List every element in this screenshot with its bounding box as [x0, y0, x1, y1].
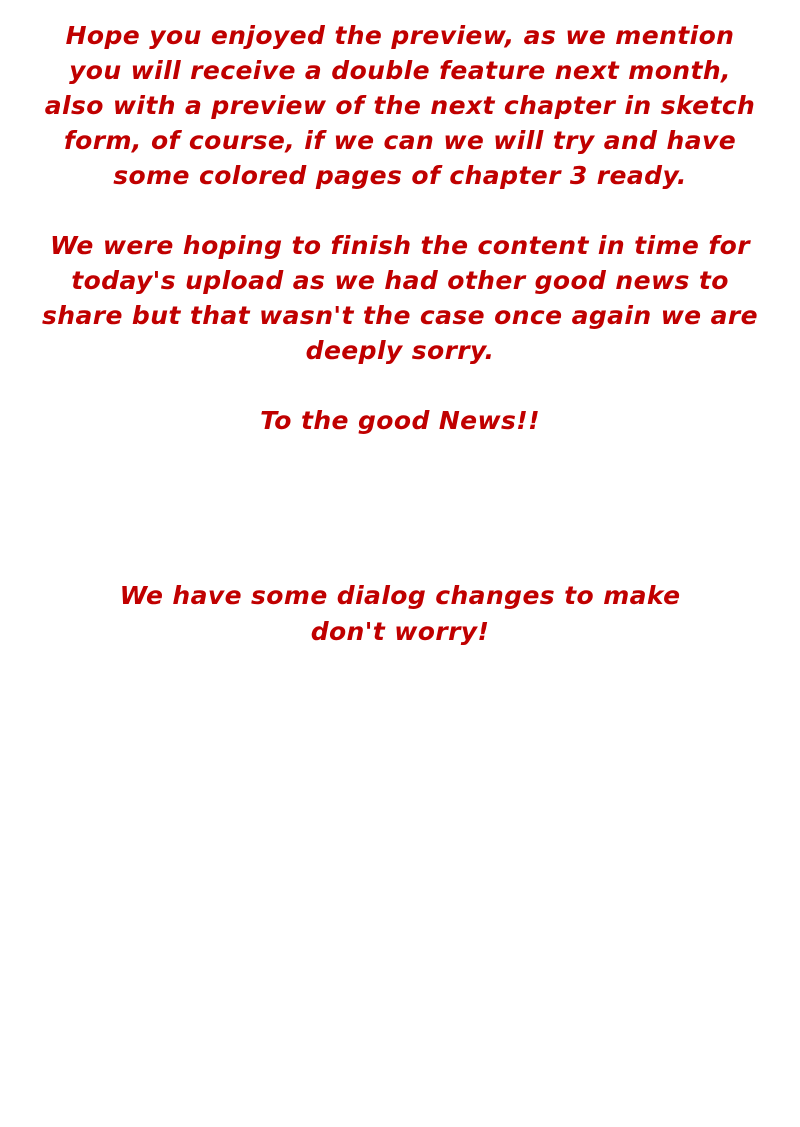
- paragraph-apology: We were hoping to finish the content in time for today's upload as we had other good news to share but that wasn't the case once again we are deeply sorry.: [41, 231, 758, 365]
- paragraph-dialog-changes: We have some dialog changes to make don't worry!: [119, 581, 681, 646]
- paragraph-preview-note: Hope you enjoyed the preview, as we mention you will receive a double feature next month, also with a preview of the next chapter in sketch form, of course, if we can we will try and have some colored pages of chapter 3 ready.: [44, 21, 756, 190]
- paragraph-spacer: [40, 368, 760, 403]
- paragraph-spacer-large: [40, 438, 760, 578]
- paragraph-good-news-heading: To the good News!!: [260, 406, 540, 435]
- announcement-message: [40, 18, 760, 650]
- paragraph-spacer: [40, 193, 760, 228]
